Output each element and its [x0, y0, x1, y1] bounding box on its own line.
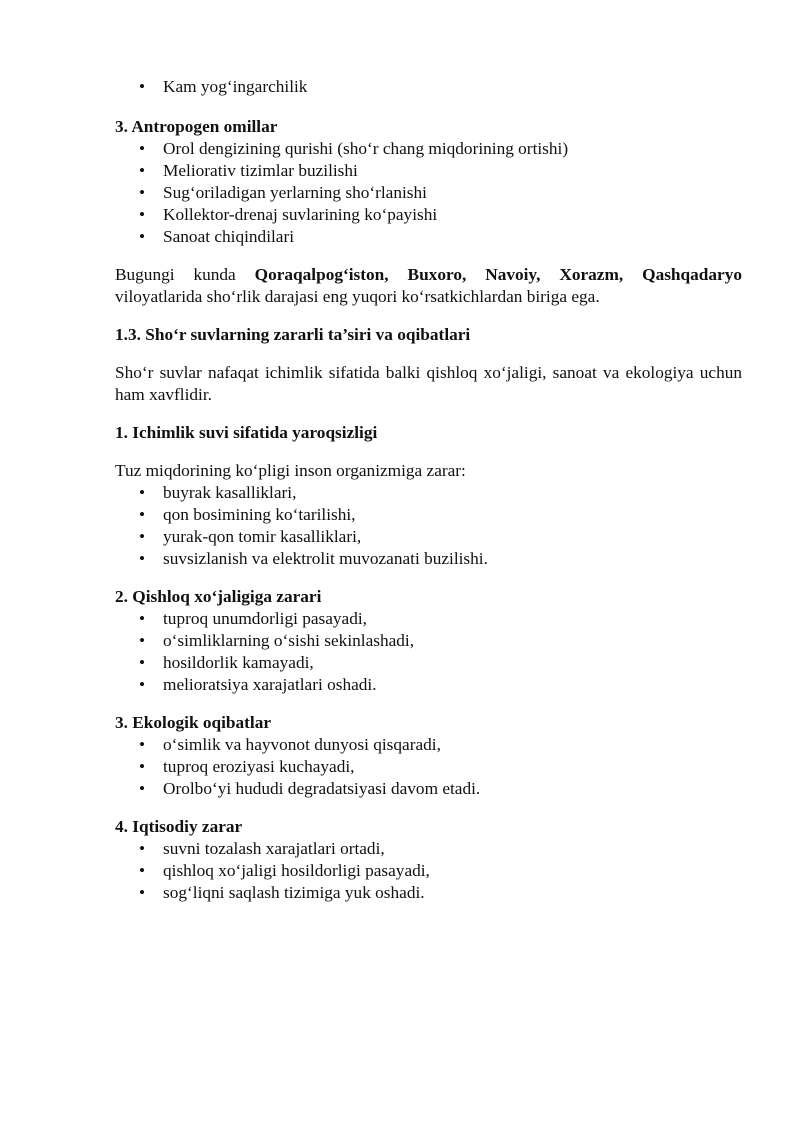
section-heading-qishloq: 2. Qishloq xo‘jaligiga zarari — [115, 587, 322, 606]
list-item: • o‘simliklarning o‘sishi sekinlashadi, — [115, 630, 742, 652]
list-item: • hosildorlik kamayadi, — [115, 652, 742, 674]
document-page — [115, 76, 742, 904]
bullet-list-ichimlik — [115, 482, 742, 570]
list-item: • melioratsiya xarajatlari oshadi. — [115, 674, 742, 696]
list-item: • qon bosimining ko‘tarilishi, — [115, 504, 742, 526]
list-item: • Sanoat chiqindilari — [115, 226, 742, 248]
list-item: • suvni tozalash xarajatlari ortadi, — [115, 838, 742, 860]
section-heading-iqtisodiy: 4. Iqtisodiy zarar — [115, 817, 243, 836]
section-heading-ichimlik: 1. Ichimlik suvi sifatida yaroqsizligi — [115, 423, 378, 442]
list-item: • qishloq xo‘jaligi hosildorligi pasayadi, — [115, 860, 742, 882]
section-heading-ekologik: 3. Ekologik oqibatlar — [115, 713, 272, 732]
paragraph-intro-ichimlik: Tuz miqdorining ko‘pligi inson organizmiga zarar: — [115, 461, 466, 480]
bullet-list-qishloq — [115, 608, 742, 696]
list-item: • o‘simlik va hayvonot dunyosi qisqaradi, — [115, 734, 742, 756]
bullet-list-ekologik — [115, 734, 742, 800]
list-item: • Orol dengizining qurishi (sho‘r chang miqdorining ortishi) — [115, 138, 742, 160]
paragraph-text: Bugungi kunda — [115, 265, 255, 284]
bullet-list-antropogen — [115, 138, 742, 248]
regions-bold-text: Qoraqalpog‘iston, Buxoro, Navoiy, Xorazm, Qashqadaryo — [254, 265, 743, 284]
list-item: • buyrak kasalliklari, — [115, 482, 742, 504]
paragraph-text: viloyatlarida sho‘rlik darajasi eng yuqori ko‘rsatkichlardan biriga ega. — [115, 287, 600, 306]
list-item: • sog‘liqni saqlash tizimiga yuk oshadi. — [115, 882, 742, 904]
list-item: • tuproq unumdorligi pasayadi, — [115, 608, 742, 630]
bullet-list-top — [115, 76, 742, 98]
section-heading-antropogen: 3. Antropogen omillar — [115, 117, 278, 136]
paragraph-regions — [115, 264, 742, 308]
list-item: • Kollektor-drenaj suvlarining ko‘payishi — [115, 204, 742, 226]
list-item: • Kam yog‘ingarchilik — [115, 76, 742, 98]
paragraph-intro-1-3: Sho‘r suvlar nafaqat ichimlik sifatida balki qishloq xo‘jaligi, sanoat va ekologiya uchun ham xavflidir. — [115, 363, 742, 404]
list-item: • suvsizlanish va elektrolit muvozanati buzilishi. — [115, 548, 742, 570]
list-item: • Sug‘oriladigan yerlarning sho‘rlanishi — [115, 182, 742, 204]
list-item: • tuproq eroziyasi kuchayadi, — [115, 756, 742, 778]
list-item: • yurak-qon tomir kasalliklari, — [115, 526, 742, 548]
bullet-list-iqtisodiy — [115, 838, 742, 904]
list-item: • Orolbo‘yi hududi degradatsiyasi davom etadi. — [115, 778, 742, 800]
list-item: • Meliorativ tizimlar buzilishi — [115, 160, 742, 182]
section-heading-1-3: 1.3. Sho‘r suvlarning zararli ta’siri va oqibatlari — [115, 325, 471, 344]
